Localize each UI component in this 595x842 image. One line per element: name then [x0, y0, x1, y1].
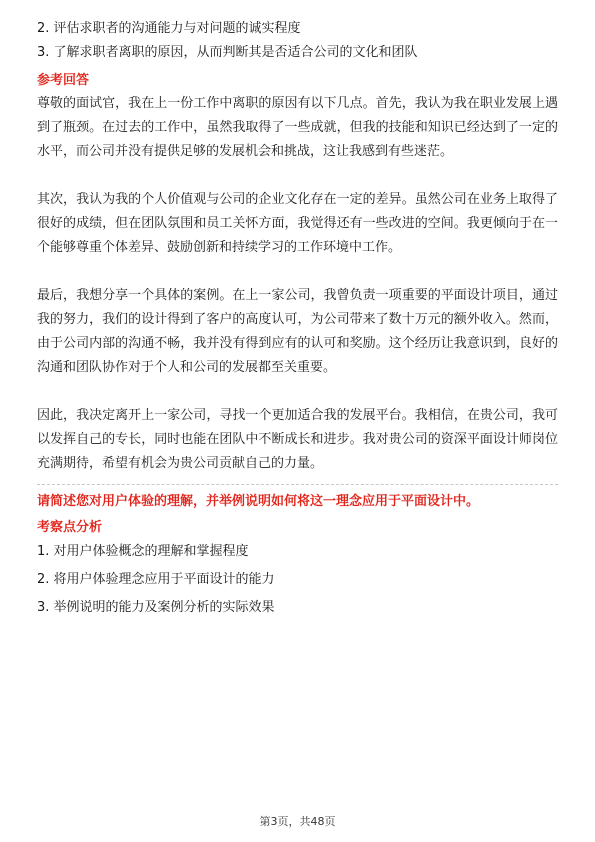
- list-item: 1. 对用户体验概念的理解和掌握程度: [37, 544, 249, 559]
- answer-paragraph: 尊敬的面试官，我在上一份工作中离职的原因有以下几点。首先，我认为我在职业发展上遇到了瓶颈。在过去的工作中，虽然我取得了一些成就，但我的技能和知识已经达到了一定的水平，而公司并没有提供足够的发展机会和挑战，这让我感到有些迷茫。: [37, 96, 558, 159]
- answer-paragraph: 因此，我决定离开上一家公司，寻找一个更加适合我的发展平台。我相信，在贵公司，我可以发挥自己的专长，同时也能在团队中不断成长和进步。我对贵公司的资深平面设计师岗位充满期待，希望有机会为贵公司贡献自己的力量。: [37, 408, 558, 471]
- answer-paragraph: 最后，我想分享一个具体的案例。在上一家公司，我曾负责一项重要的平面设计项目，通过我的努力，我们的设计得到了客户的高度认可，为公司带来了数十万元的额外收入。然而，由于公司内部的沟通不畅，我并没有得到应有的认可和奖励。这个经历让我意识到，良好的沟通和团队协作对于个人和公司的发展都至关重要。: [37, 288, 558, 375]
- answer-heading: 参考回答: [37, 73, 90, 88]
- document-page: [37, 18, 558, 621]
- question-heading: 请简述您对用户体验的理解，并举例说明如何将这一理念应用于平面设计中。: [37, 494, 480, 509]
- list-item: 2. 评估求职者的沟通能力与对问题的诚实程度: [37, 21, 301, 36]
- list-item: 3. 举例说明的能力及案例分析的实际效果: [37, 600, 275, 615]
- answer-paragraph: 其次，我认为我的个人价值观与公司的企业文化存在一定的差异。虽然公司在业务上取得了很好的成绩，但在团队氛围和员工关怀方面，我觉得还有一些改进的空间。我更倾向于在一个能够尊重个体差异、鼓励创新和持续学习的工作环境中工作。: [37, 192, 558, 255]
- list-item: 2. 将用户体验理念应用于平面设计的能力: [37, 572, 275, 587]
- analysis-heading: 考察点分析: [37, 520, 103, 535]
- list-item: 3. 了解求职者离职的原因，从而判断其是否适合公司的文化和团队: [37, 45, 418, 60]
- page-number: 第3页，共48页: [259, 815, 336, 828]
- section-divider: [37, 484, 558, 485]
